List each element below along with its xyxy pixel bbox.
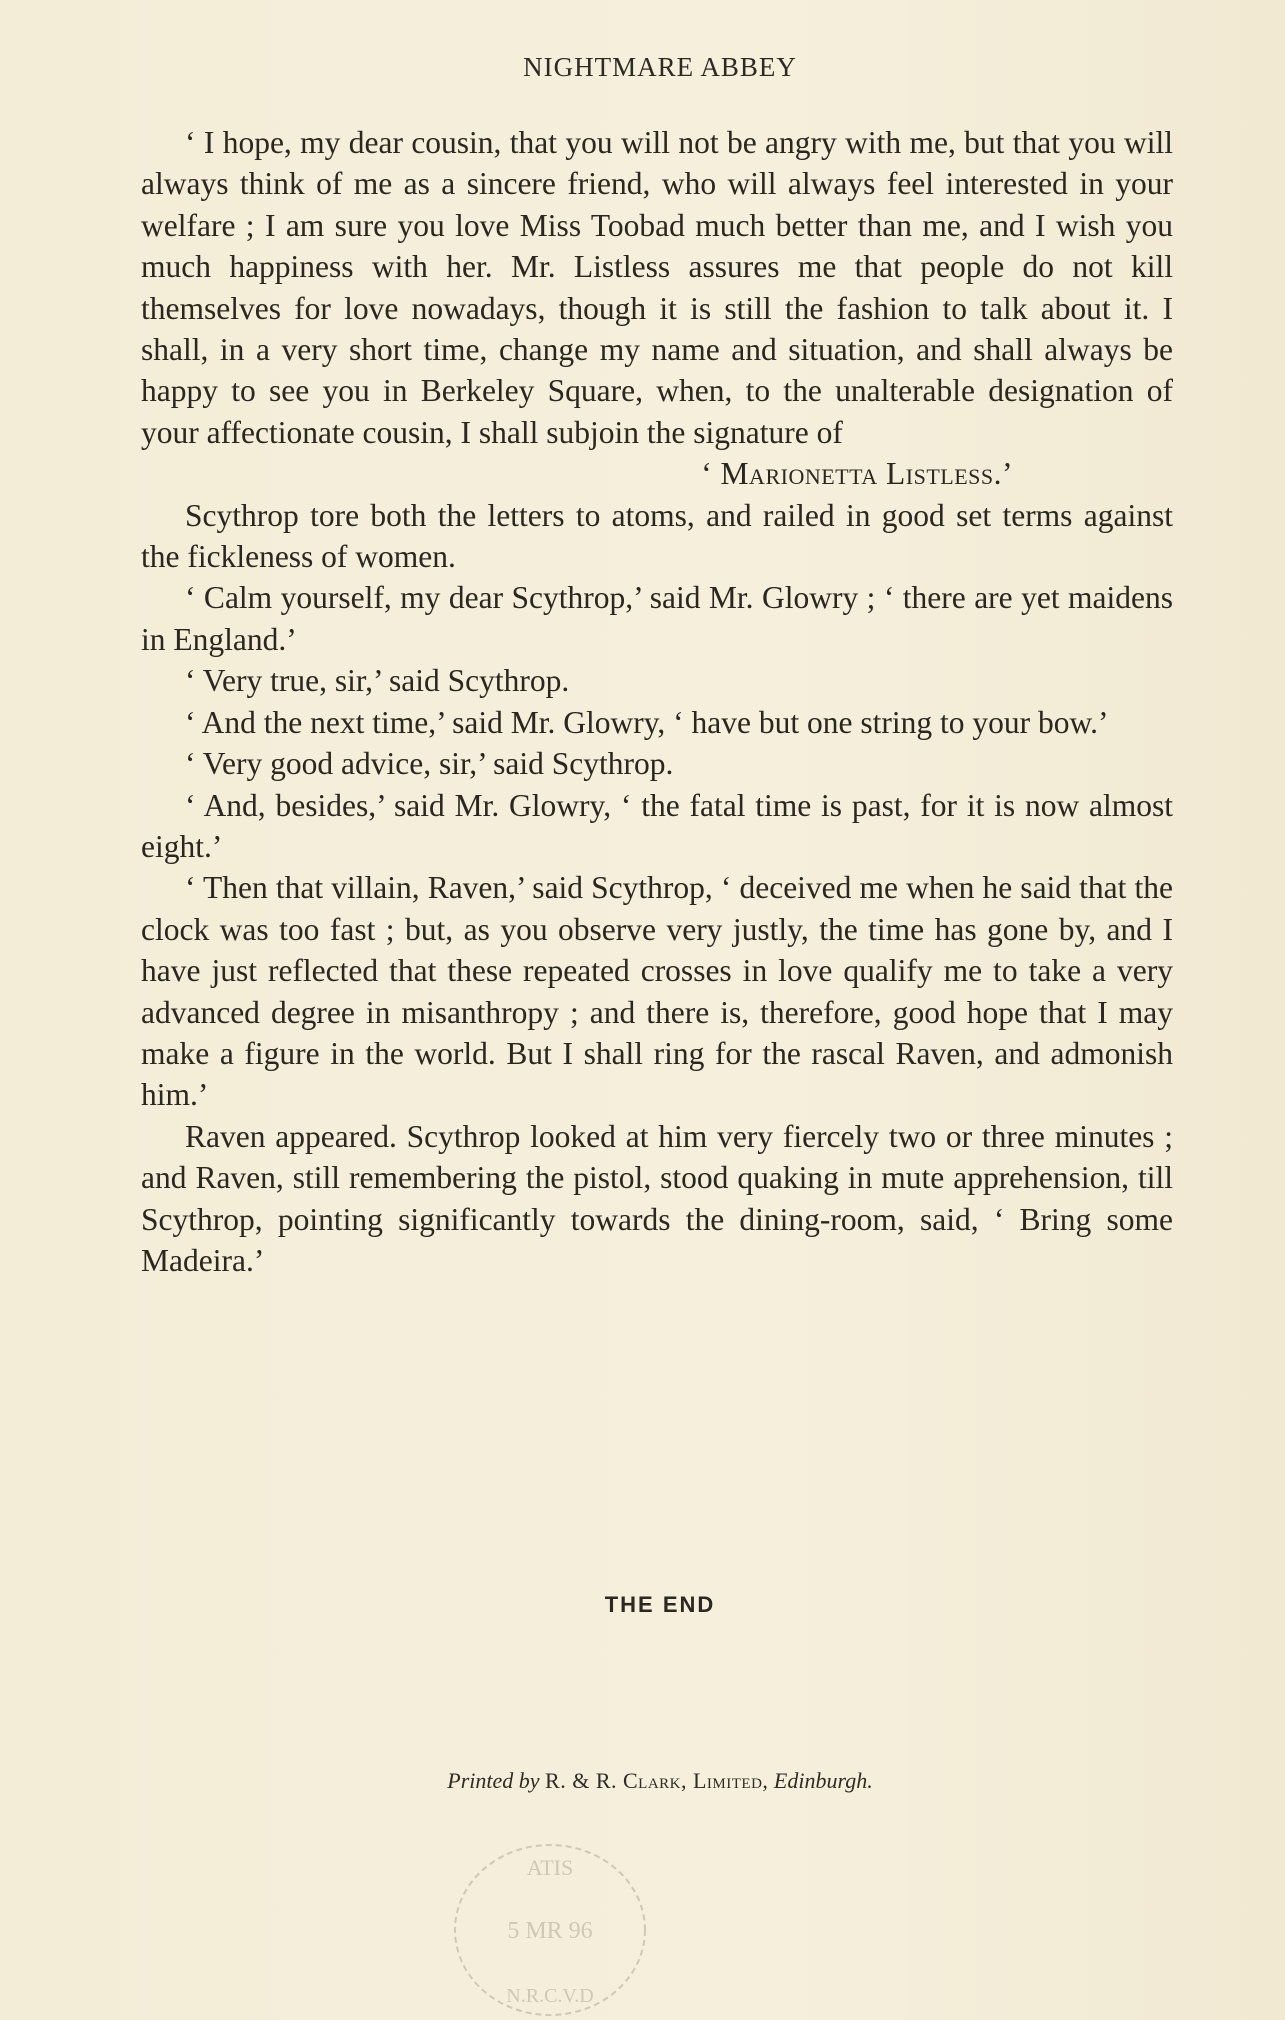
signature: ‘ Marionetta Listless.’ (701, 456, 1013, 492)
paragraph: ‘ And, besides,’ said Mr. Glowry, ‘ the fatal time is past, for it is now almost eight.’ (141, 787, 1173, 864)
paragraph: ‘ Very good advice, sir,’ said Scythrop. (185, 746, 674, 782)
paragraph: ‘ Calm yourself, my dear Scythrop,’ said Mr. Glowry ; ‘ there are yet maidens in England.’ (141, 580, 1173, 657)
imprint-city: Edinburgh. (773, 1768, 873, 1793)
stamp-text-top: ATIS (526, 1855, 574, 1880)
paragraph: Raven appeared. Scythrop looked at him very fiercely two or three minutes ; and Raven, still remembering the pistol, stood quaking in mute apprehension, till Scythrop, pointing significantly towards the dining-room, said, ‘ Bring some Madeira.’ (141, 1118, 1173, 1278)
imprint-printed-by: Printed by (447, 1768, 540, 1793)
paragraph-letter: ‘ I hope, my dear cousin, that you will not be angry with me, but that you will always think of me as a sincere friend, who will always feel interested in your welfare ; I am sure you love Miss Toobad much better than me, and I wish you much happiness with her. Mr. Listless assures me that people do not kill themselves for love nowadays, though it is still the fashion to talk about it. I shall, in a very short time, change my name and situation, and shall always be happy to see you in Berkeley Square, when, to the unalterable designation of your affectionate cousin, I shall subjoin the signature of (141, 125, 1173, 450)
paragraph: Scythrop tore both the letters to atoms, and railed in good set terms against the fickleness of women. (141, 497, 1173, 575)
stamp-text-mid: 5 MR 96 (507, 1918, 593, 1944)
paragraph: ‘ And the next time,’ said Mr. Glowry, ‘ have but one string to your bow.’ (185, 704, 1109, 740)
printer-imprint (0, 1768, 1285, 1794)
imprint-printer: R. & R. Clark, Limited, (545, 1768, 769, 1793)
library-stamp-icon (440, 1830, 660, 2020)
body-text (141, 122, 1173, 1281)
running-head: NIGHTMARE ABBEY (523, 52, 797, 82)
paragraph: ‘ Very true, sir,’ said Scythrop. (185, 663, 570, 699)
end-mark: THE END (604, 1592, 716, 1617)
stamp-text-bottom: N.R.C.V.D (506, 1985, 594, 2007)
paragraph: ‘ Then that villain, Raven,’ said Scythrop, ‘ deceived me when he said that the clock was too fast ; but, as you observe very justly, the time has gone by, and I have just reflected that these repeated crosses in love qualify me to take a very advanced degree in misanthropy ; and there is, therefore, good hope that I may make a figure in the world. But I shall ring for the rascal Raven, and admonish him.’ (141, 870, 1173, 1113)
